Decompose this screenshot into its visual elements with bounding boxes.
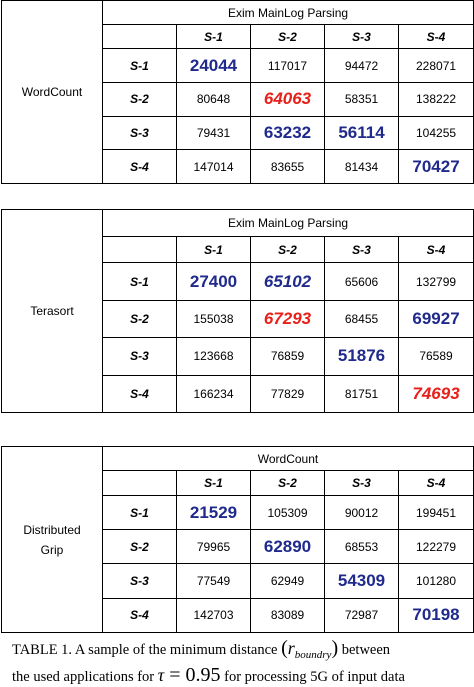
cell-value: 138222 bbox=[416, 92, 457, 107]
r-symbol: r bbox=[287, 638, 295, 658]
column-header: S-2 bbox=[251, 236, 325, 263]
cell-value: 62949 bbox=[270, 574, 305, 589]
cell-value: 117017 bbox=[267, 58, 308, 73]
data-cell bbox=[177, 564, 251, 598]
data-cell bbox=[251, 338, 325, 375]
table-caption-line-1: TABLE 1. A sample of the minimum distance $(r_{boundry})$ between bbox=[12, 637, 391, 661]
application-label-line: Terasort bbox=[30, 304, 74, 318]
data-cell bbox=[251, 495, 325, 529]
row-header: S-1 bbox=[103, 49, 177, 83]
corner-cell bbox=[103, 236, 177, 263]
cell-value: 62890 bbox=[263, 536, 312, 556]
row-header: S-4 bbox=[103, 150, 177, 184]
row-header: S-1 bbox=[103, 495, 177, 529]
data-cell bbox=[325, 338, 399, 375]
cell-value: 68553 bbox=[344, 539, 379, 554]
cell-value: 76589 bbox=[419, 349, 453, 364]
distributed-grip-table bbox=[1, 446, 474, 633]
row-header: S-3 bbox=[103, 116, 177, 150]
cell-value: 63232 bbox=[263, 122, 312, 142]
tau-symbol: τ bbox=[157, 665, 165, 685]
application-label-line: WordCount bbox=[21, 85, 83, 99]
cell-value: 81434 bbox=[344, 159, 379, 174]
cell-value: 21529 bbox=[189, 502, 238, 522]
cell-value: 67293 bbox=[263, 308, 312, 328]
column-header: S-2 bbox=[251, 25, 325, 49]
application-label bbox=[2, 1, 103, 184]
column-header: S-4 bbox=[399, 25, 474, 49]
row-header: S-2 bbox=[103, 530, 177, 564]
table-header: Exim MainLog Parsing bbox=[103, 1, 474, 25]
cell-value: 65102 bbox=[263, 271, 312, 291]
data-cell bbox=[325, 530, 399, 564]
cell-value: 101280 bbox=[415, 574, 457, 589]
cell-value: 132799 bbox=[416, 274, 457, 289]
data-cell bbox=[399, 495, 474, 529]
data-cell bbox=[177, 150, 251, 184]
data-cell bbox=[325, 598, 399, 632]
caption-text: between bbox=[338, 642, 391, 658]
data-cell bbox=[399, 598, 474, 632]
r-subscript: boundry bbox=[294, 648, 332, 661]
data-cell bbox=[399, 263, 474, 300]
corner-cell bbox=[103, 25, 177, 49]
column-header: S-4 bbox=[399, 236, 474, 263]
data-cell bbox=[251, 598, 325, 632]
caption-text: the used applications for bbox=[12, 669, 158, 685]
column-header: S-2 bbox=[251, 471, 325, 495]
cell-value: 27400 bbox=[189, 271, 238, 291]
column-header: S-1 bbox=[177, 471, 251, 495]
row-header: S-2 bbox=[103, 82, 177, 116]
cell-value: 104255 bbox=[416, 125, 457, 140]
data-cell bbox=[177, 116, 251, 150]
tau-value: 0.95 bbox=[185, 664, 221, 686]
cell-value: 155038 bbox=[193, 311, 234, 326]
header-row bbox=[2, 447, 474, 471]
data-cell bbox=[177, 263, 251, 300]
data-cell bbox=[325, 495, 399, 529]
data-cell bbox=[399, 82, 474, 116]
data-cell bbox=[251, 375, 325, 412]
cell-value: 228071 bbox=[416, 58, 457, 73]
data-cell bbox=[399, 338, 474, 375]
data-cell bbox=[177, 338, 251, 375]
caption-text: TABLE 1. A sample of the minimum distance bbox=[12, 642, 282, 658]
data-cell bbox=[177, 530, 251, 564]
cell-value: 72987 bbox=[344, 608, 379, 623]
data-cell bbox=[325, 375, 399, 412]
row-header: S-1 bbox=[103, 263, 177, 300]
cell-value: 76859 bbox=[270, 349, 305, 364]
column-header: S-4 bbox=[399, 471, 474, 495]
application-label-line: Grip bbox=[40, 542, 64, 557]
cell-value: 79431 bbox=[196, 125, 231, 140]
application-label-line: Distributed bbox=[23, 522, 81, 537]
data-cell bbox=[325, 150, 399, 184]
data-cell bbox=[399, 530, 474, 564]
column-header: S-1 bbox=[177, 25, 251, 49]
cell-value: 123668 bbox=[193, 349, 234, 364]
row-header: S-3 bbox=[103, 564, 177, 598]
cell-value: 58351 bbox=[344, 92, 379, 107]
cell-value: 70427 bbox=[412, 156, 460, 176]
data-cell bbox=[251, 116, 325, 150]
row-header: S-4 bbox=[103, 598, 177, 632]
wordcount-table bbox=[1, 0, 474, 184]
data-cell bbox=[251, 150, 325, 184]
data-cell bbox=[399, 564, 474, 598]
cell-value: 77549 bbox=[196, 574, 231, 589]
cell-value: 64063 bbox=[263, 89, 312, 109]
terasort-table bbox=[1, 209, 474, 413]
caption-text: for processing 5G of input data bbox=[220, 669, 405, 685]
table-header: WordCount bbox=[103, 447, 474, 471]
data-cell bbox=[325, 116, 399, 150]
cell-value: 90012 bbox=[344, 505, 379, 520]
cell-value: 147014 bbox=[193, 159, 234, 174]
header-row bbox=[2, 1, 474, 25]
column-header: S-3 bbox=[325, 25, 399, 49]
data-cell bbox=[251, 263, 325, 300]
data-cell bbox=[251, 49, 325, 83]
data-cell bbox=[399, 49, 474, 83]
data-cell bbox=[325, 300, 399, 337]
cell-value: 81751 bbox=[344, 386, 379, 401]
data-cell bbox=[177, 300, 251, 337]
column-header: S-3 bbox=[325, 236, 399, 263]
cell-value: 105309 bbox=[267, 505, 308, 520]
cell-value: 65606 bbox=[344, 274, 379, 289]
column-header: S-3 bbox=[325, 471, 399, 495]
data-cell bbox=[177, 495, 251, 529]
cell-value: 80648 bbox=[196, 92, 231, 107]
data-cell bbox=[399, 300, 474, 337]
table-caption-line-2: the used applications for τ = 0.95 for processing 5G of input data bbox=[12, 664, 405, 686]
cell-value: 70198 bbox=[412, 605, 460, 625]
data-cell bbox=[399, 375, 474, 412]
cell-value: 122279 bbox=[415, 539, 457, 554]
row-header: S-3 bbox=[103, 338, 177, 375]
data-cell bbox=[325, 49, 399, 83]
cell-value: 54309 bbox=[337, 571, 386, 591]
data-cell bbox=[399, 116, 474, 150]
cell-value: 68455 bbox=[344, 311, 379, 326]
cell-value: 94472 bbox=[344, 58, 379, 73]
cell-value: 166234 bbox=[193, 386, 234, 401]
cell-value: 199451 bbox=[415, 505, 457, 520]
cell-value: 77829 bbox=[270, 386, 305, 401]
data-cell bbox=[251, 300, 325, 337]
cell-value: 24044 bbox=[189, 55, 238, 75]
cell-value: 83089 bbox=[270, 608, 305, 623]
cell-value: 56114 bbox=[338, 122, 385, 142]
cell-value: 74693 bbox=[412, 383, 460, 403]
application-label bbox=[2, 447, 103, 633]
cell-value: 79965 bbox=[196, 539, 231, 554]
data-cell bbox=[251, 564, 325, 598]
column-header: S-1 bbox=[177, 236, 251, 263]
cell-value: 142703 bbox=[193, 608, 234, 623]
application-label bbox=[2, 210, 103, 413]
data-cell bbox=[177, 598, 251, 632]
data-cell bbox=[177, 82, 251, 116]
cell-value: 69927 bbox=[412, 308, 460, 328]
cell-value: 83655 bbox=[270, 159, 305, 174]
row-header: S-2 bbox=[103, 300, 177, 337]
corner-cell bbox=[103, 471, 177, 495]
data-cell bbox=[325, 263, 399, 300]
data-cell bbox=[251, 82, 325, 116]
data-cell bbox=[251, 530, 325, 564]
data-cell bbox=[177, 49, 251, 83]
data-cell bbox=[325, 564, 399, 598]
row-header: S-4 bbox=[103, 375, 177, 412]
data-cell bbox=[399, 150, 474, 184]
data-cell bbox=[177, 375, 251, 412]
data-cell bbox=[325, 82, 399, 116]
cell-value: 51876 bbox=[337, 346, 386, 366]
header-row bbox=[2, 210, 474, 237]
table-header: Exim MainLog Parsing bbox=[103, 210, 474, 237]
